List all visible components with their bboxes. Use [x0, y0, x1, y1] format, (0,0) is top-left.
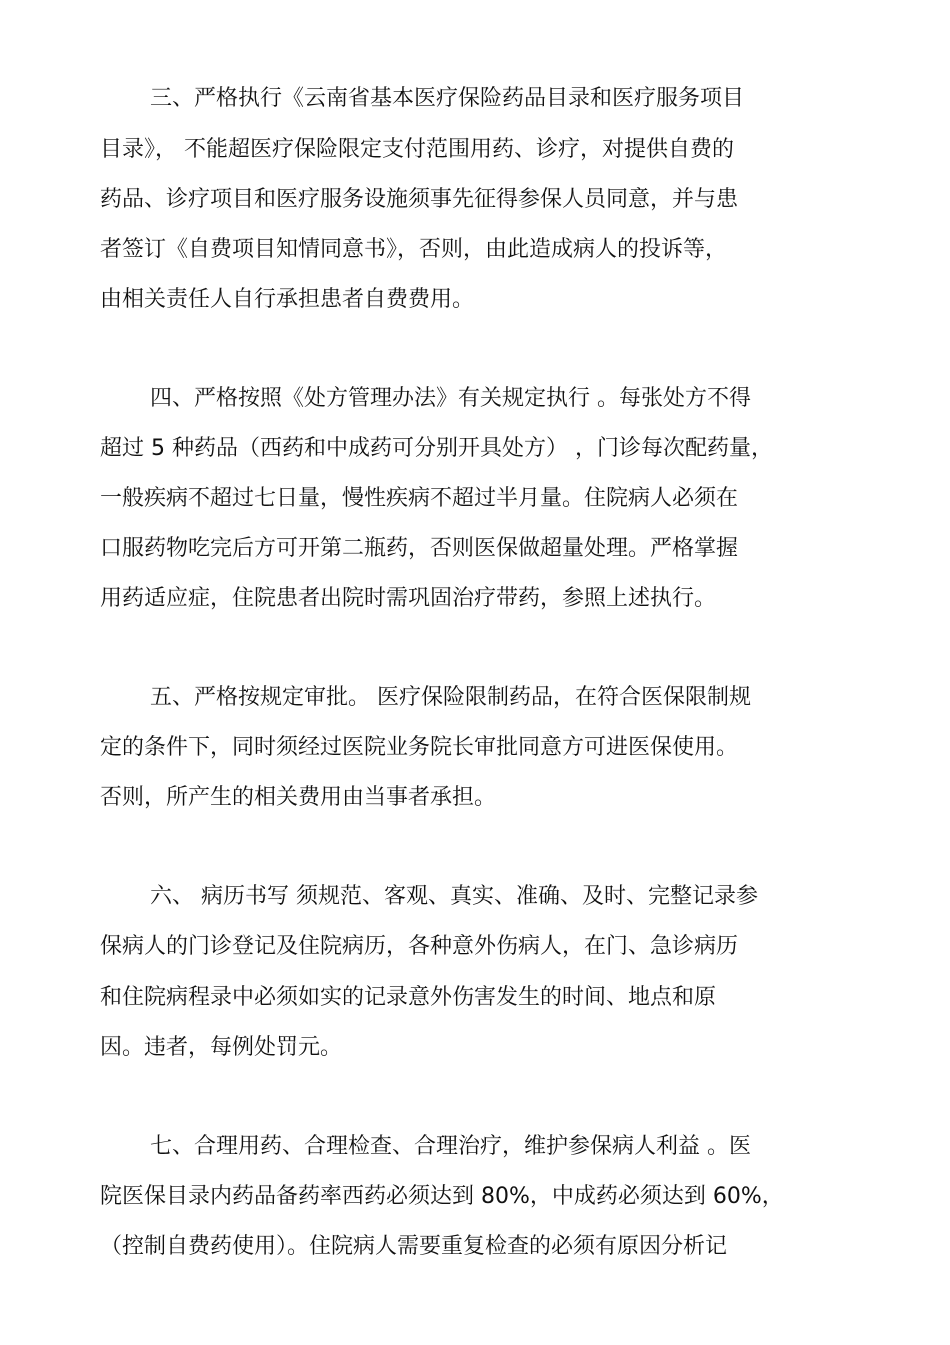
text-line: 者签订《自费项目知情同意书》，否则，由此造成病人的投诉等，: [100, 237, 728, 262]
text-line: 定的条件下，同时须经过医院业务院长审批同意方可进医保使用。: [100, 735, 739, 760]
text-line: 三、严格执行《云南省基本医疗保险药品目录和医疗服务项目: [150, 86, 745, 111]
text-line: 和住院病程录中必须如实的记录意外伤害发生的时间、地点和原: [100, 985, 717, 1010]
text-line: 否则，所产生的相关费用由当事者承担。: [100, 785, 497, 810]
text-line: 一般疾病不超过七日量，慢性疾病不超过半月量。住院病人必须在: [100, 486, 739, 511]
text-line: 超过 5 种药品（西药和中成药可分别开具处方） ，门诊每次配药量，: [100, 436, 773, 461]
text-line: 七、合理用药、合理检查、合理治疗，维护参保病人利益 。医: [150, 1134, 751, 1159]
text-line: 由相关责任人自行承担患者自费费用。: [100, 287, 475, 312]
text-line: 口服药物吃完后方可开第二瓶药，否则医保做超量处理。严格掌握: [100, 536, 739, 561]
text-line: 因。违者，每例处罚元。: [100, 1035, 343, 1060]
text-line: 药品、诊疗项目和医疗服务设施须事先征得参保人员同意，并与患: [100, 187, 739, 212]
text-line: 四、严格按照《处方管理办法》有关规定执行 。每张处方不得: [150, 386, 751, 411]
text-line: 保病人的门诊登记及住院病历，各种意外伤病人，在门、急诊病历: [100, 934, 739, 959]
text-line: 目录》， 不能超医疗保险限定支付范围用药、诊疗，对提供自费的: [100, 137, 734, 162]
text-line: 用药适应症，住院患者出院时需巩固治疗带药，参照上述执行。: [100, 586, 717, 611]
text-line: （控制自费药使用）。住院病人需要重复检查的必须有原因分析记: [100, 1234, 728, 1259]
text-line: 五、严格按规定审批。 医疗保险限制药品，在符合医保限制规: [150, 685, 751, 710]
text-line: 六、 病历书写 须规范、客观、真实、准确、及时、完整记录参: [150, 884, 758, 909]
text-line: 院医保目录内药品备药率西药必须达到 80%，中成药必须达到 60%，: [100, 1184, 784, 1209]
